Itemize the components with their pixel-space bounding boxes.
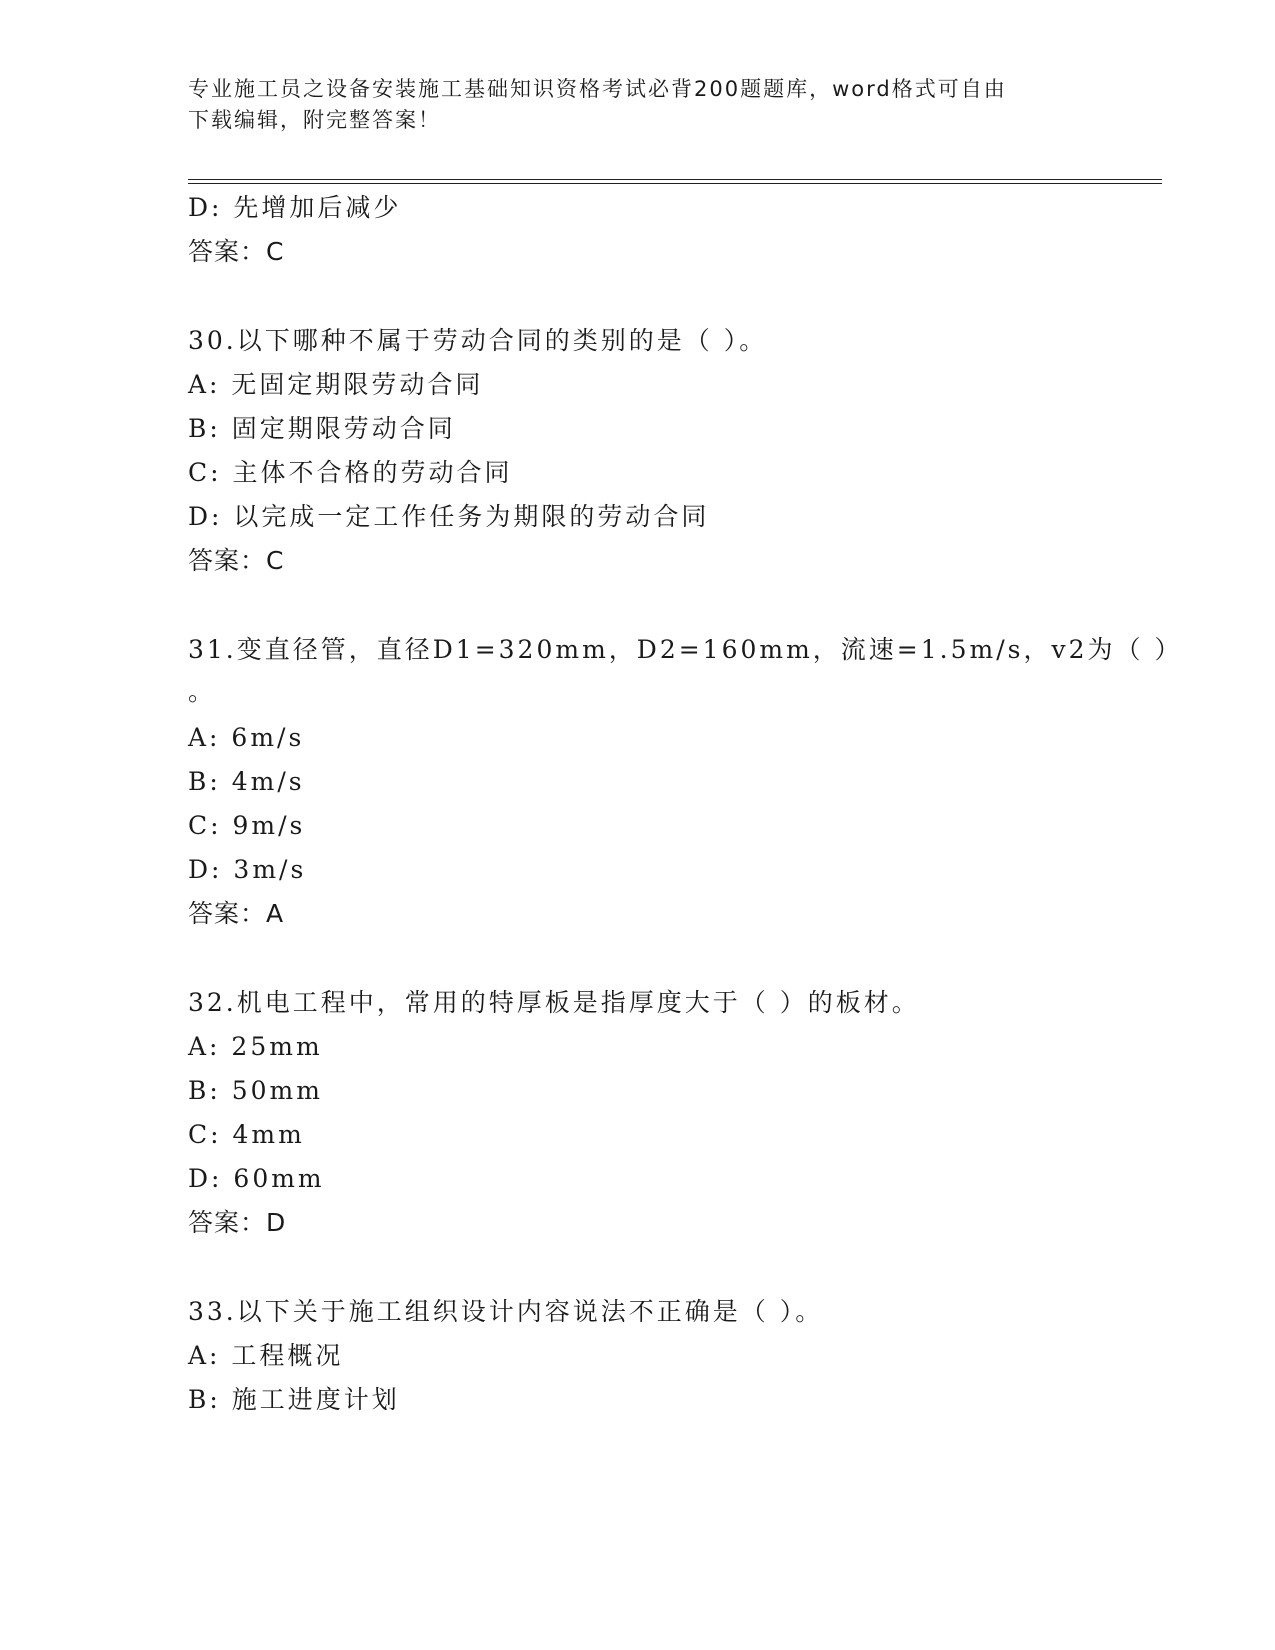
q33-option-b: B: 施工进度计划 xyxy=(188,1385,400,1414)
q32-option-b: B: 50mm xyxy=(188,1076,323,1105)
q31-option-b: B: 4m/s xyxy=(188,767,305,796)
q30-option-a: A: 无固定期限劳动合同 xyxy=(188,370,484,399)
header-divider-top xyxy=(188,179,1162,180)
q33-stem: 33.以下关于施工组织设计内容说法不正确是（ ）。 xyxy=(188,1297,824,1326)
prev-answer: 答案：C xyxy=(188,237,285,266)
prev-option-d: D: 先增加后减少 xyxy=(188,193,402,222)
q31-option-d: D: 3m/s xyxy=(188,855,307,884)
q30-option-b: B: 固定期限劳动合同 xyxy=(188,414,456,443)
header-line-1: 专业施工员之设备安装施工基础知识资格考试必背200题题库，word格式可自由 xyxy=(188,77,1007,101)
q32-option-a: A: 25mm xyxy=(188,1032,323,1061)
q31-stem-continued: 。 xyxy=(188,677,217,706)
document-header xyxy=(188,74,1068,136)
q30-answer: 答案：C xyxy=(188,546,285,575)
q31-answer: 答案：A xyxy=(188,899,285,928)
header-divider-bottom xyxy=(188,183,1162,184)
q32-option-d: D: 60mm xyxy=(188,1164,325,1193)
q31-option-a: A: 6m/s xyxy=(188,723,305,752)
q33-option-a: A: 工程概况 xyxy=(188,1341,344,1370)
q30-stem: 30.以下哪种不属于劳动合同的类别的是（ ）。 xyxy=(188,326,768,355)
header-line-2: 下载编辑，附完整答案！ xyxy=(188,108,441,132)
q32-option-c: C: 4mm xyxy=(188,1120,305,1149)
q31-stem: 31.变直径管，直径D1=320mm，D2=160mm，流速=1.5m/s，v2为（ ） xyxy=(188,635,1183,664)
q30-option-d: D: 以完成一定工作任务为期限的劳动合同 xyxy=(188,502,710,531)
q32-stem: 32.机电工程中，常用的特厚板是指厚度大于（ ）的板材。 xyxy=(188,988,920,1017)
q32-answer: 答案：D xyxy=(188,1208,287,1237)
q30-option-c: C: 主体不合格的劳动合同 xyxy=(188,458,513,487)
q31-option-c: C: 9m/s xyxy=(188,811,306,840)
